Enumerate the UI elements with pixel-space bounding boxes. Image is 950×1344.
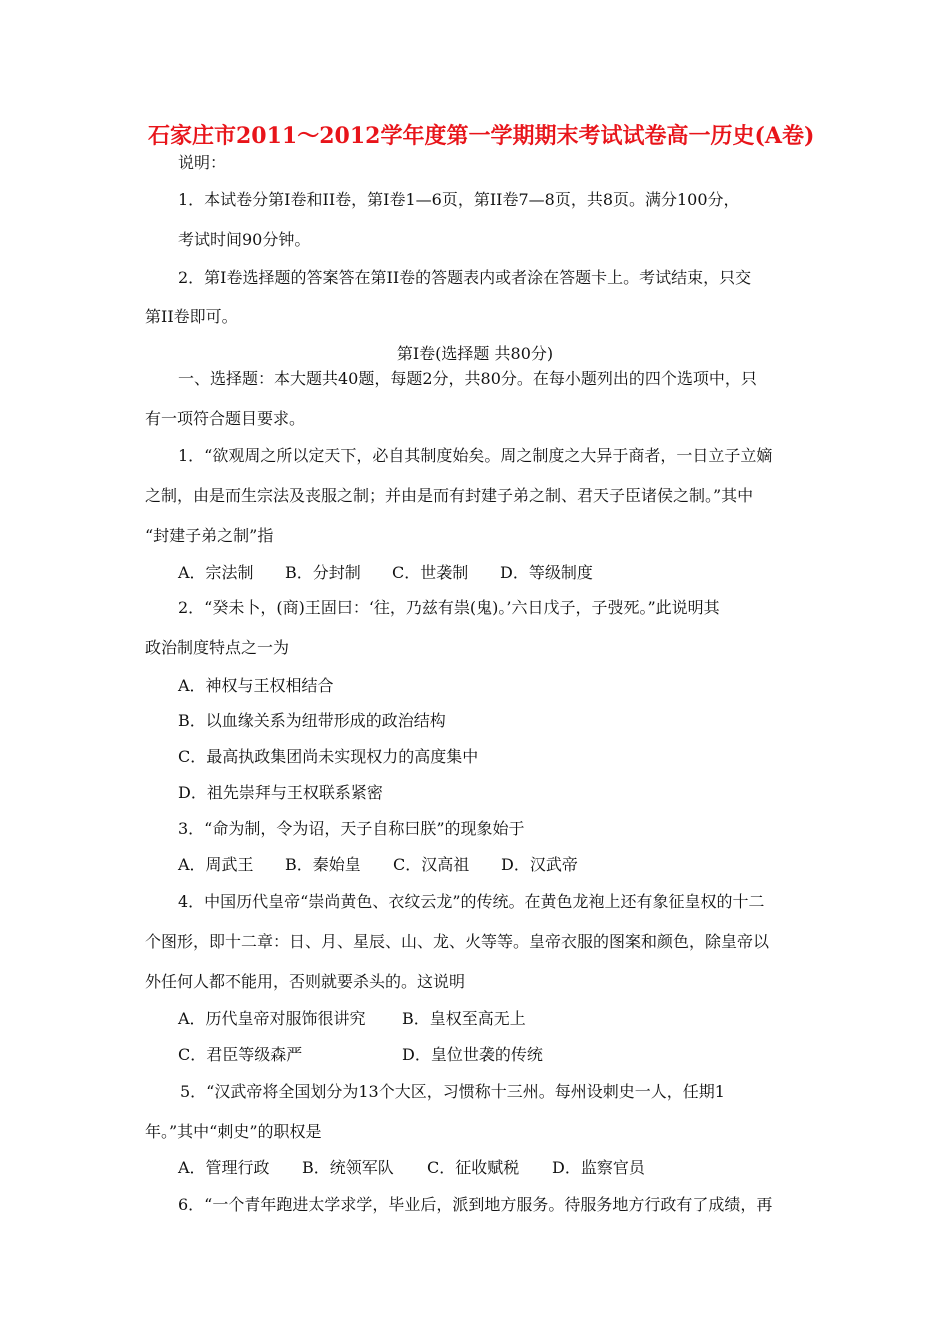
q2-option-d: D．祖先崇拜与王权联系紧密: [178, 783, 383, 802]
q4-options-row-2: [178, 1045, 543, 1065]
section-instructions-line-1: 一、选择题：本大题共40题，每题2分，共80分。在每小题列出的四个选项中，只: [178, 369, 757, 388]
q1-line-3: “封建子弟之制”指: [145, 526, 274, 545]
q1-option-c: C．世袭制: [392, 563, 469, 582]
q3-option-b: B．秦始皇: [285, 855, 361, 874]
note-1-line-2: 考试时间90分钟。: [178, 230, 311, 249]
q2-option-a: A．神权与王权相结合: [178, 676, 334, 695]
q5-option-a: A．管理行政: [178, 1158, 270, 1177]
note-2-line-1: 2．第Ⅰ卷选择题的答案答在第II卷的答题表内或者涂在答题卡上。考试结束，只交: [178, 268, 752, 287]
q5-line-2: 年。”其中“刺史”的职权是: [145, 1122, 322, 1141]
q5-line-1: 5．“汉武帝将全国划分为13个大区，习惯称十三州。每州设刺史一人，任期1: [180, 1082, 725, 1101]
q5-option-d: D．监察官员: [552, 1158, 645, 1177]
q3-option-c: C．汉高祖: [393, 855, 470, 874]
q4-option-d: D．皇位世袭的传统: [402, 1045, 543, 1064]
q4-line-1: 4．中国历代皇帝“崇尚黄色、衣纹云龙”的传统。在黄色龙袍上还有象征皇权的十二: [178, 892, 765, 911]
q5-options: [178, 1158, 645, 1178]
q3-line-1: 3．“命为制，令为诏，天子自称曰朕”的现象始于: [178, 819, 525, 838]
q5-option-b: B．统领军队: [302, 1158, 394, 1177]
q2-line-1: 2．“癸未卜，(商)王固曰：‘往，乃兹有祟(鬼)。’六日戊子，子弢死。”此说明其: [178, 598, 720, 617]
q4-option-c: C．君臣等级森严: [178, 1045, 303, 1064]
part-1-header: 第Ⅰ卷(选择题 共80分): [396, 344, 554, 363]
note-2-line-2: 第II卷即可。: [145, 307, 238, 326]
q1-option-a: A．宗法制: [178, 563, 254, 582]
q1-line-2: 之制，由是而生宗法及丧服之制；并由是而有封建子弟之制、君天子臣诸侯之制。”其中: [145, 486, 754, 505]
q1-options: [178, 563, 593, 583]
q4-line-2: 个图形，即十二章：日、月、星辰、山、龙、火等等。皇帝衣服的图案和颜色，除皇帝以: [145, 932, 770, 951]
q1-line-1: 1．“欲观周之所以定天下，必自其制度始矣。周之制度之大异于商者，一日立子立嫡: [178, 446, 773, 465]
q5-option-c: C．征收赋税: [427, 1158, 520, 1177]
q4-options-row-1: [178, 1009, 526, 1029]
note-label: 说明：: [178, 153, 227, 172]
q2-option-b: B．以血缘关系为纽带形成的政治结构: [178, 711, 446, 730]
note-1-line-1: 1．本试卷分第Ⅰ卷和II卷，第Ⅰ卷1—6页，第II卷7—8页，共8页。满分100分，: [178, 190, 740, 209]
q4-line-3: 外任何人都不能用，否则就要杀头的。这说明: [145, 972, 466, 991]
q4-option-b: B．皇权至高无上: [402, 1009, 526, 1028]
q3-option-a: A．周武王: [178, 855, 254, 874]
q1-option-d: D．等级制度: [500, 563, 593, 582]
q3-options: [178, 855, 578, 875]
q2-option-c: C．最高执政集团尚未实现权力的高度集中: [178, 747, 479, 766]
q6-line-1: 6．“一个青年跑进太学求学，毕业后，派到地方服务。待服务地方行政有了成绩，再: [178, 1195, 773, 1214]
section-instructions-line-2: 有一项符合题目要求。: [145, 409, 306, 428]
q3-option-d: D．汉武帝: [501, 855, 578, 874]
q2-line-2: 政治制度特点之一为: [145, 638, 290, 657]
q4-option-a: A．历代皇帝对服饰很讲究: [178, 1009, 366, 1028]
exam-title: 石家庄市2011～2012学年度第一学期期末考试试卷高一历史(A卷): [148, 123, 815, 149]
q1-option-b: B．分封制: [285, 563, 361, 582]
